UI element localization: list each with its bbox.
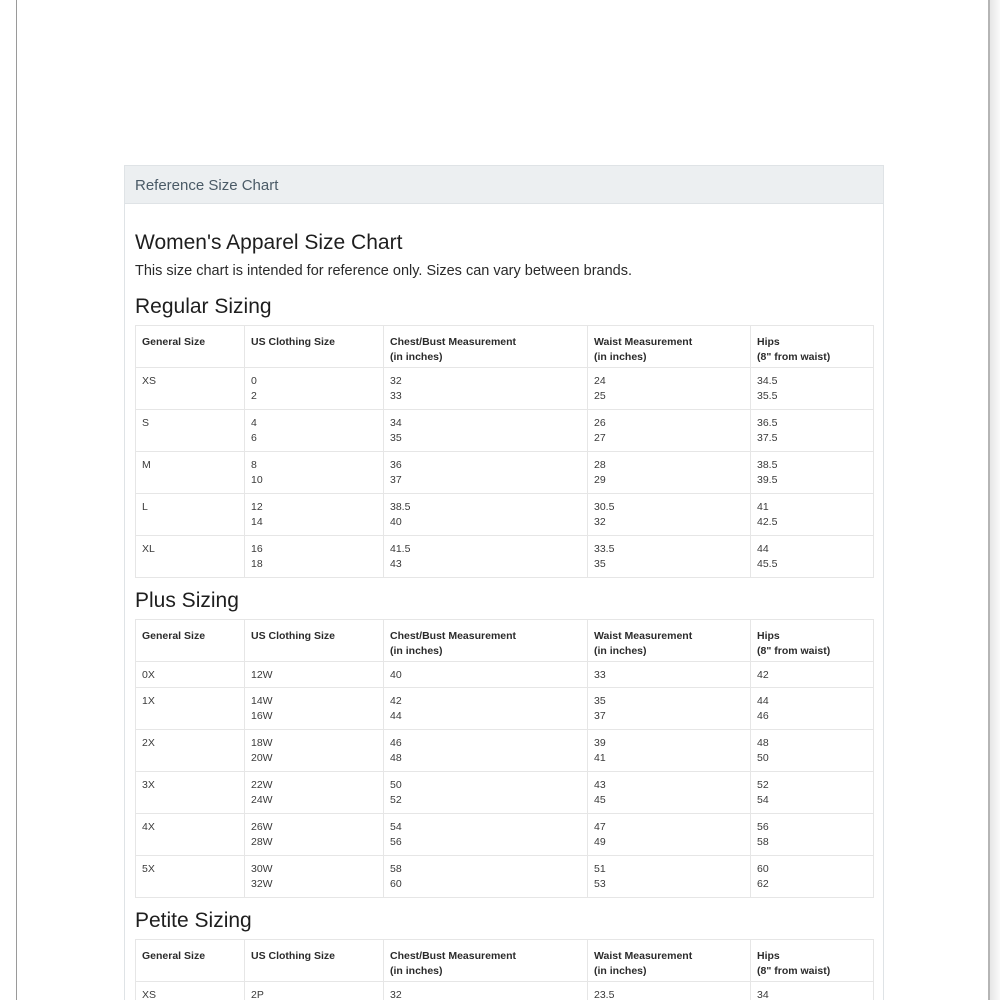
cell-waist — [588, 410, 751, 452]
section-title: Petite Sizing — [135, 909, 252, 932]
column-header-us-clothing-size — [245, 940, 384, 982]
header-text: (in inches) — [390, 351, 443, 363]
cell-value: 43 — [390, 558, 402, 570]
cell-hips — [751, 410, 874, 452]
header-text: (in inches) — [594, 645, 647, 657]
cell-value: 37 — [594, 710, 606, 722]
cell-general-size — [136, 494, 245, 536]
cell-value: 35 — [594, 695, 606, 707]
cell-value: 44 — [757, 695, 769, 707]
cell-value: 50 — [390, 779, 402, 791]
column-header-us-clothing-size — [245, 620, 384, 662]
cell-value: 50 — [757, 752, 769, 764]
cell-value: 6 — [251, 432, 257, 444]
cell-waist — [588, 730, 751, 772]
cell-chest-bust — [384, 856, 588, 898]
cell-hips — [751, 856, 874, 898]
cell-value: 37.5 — [757, 432, 778, 444]
header-text: General Size — [142, 336, 206, 348]
header-text: (in inches) — [594, 351, 647, 363]
page-shadow — [990, 0, 1000, 1000]
header-text: General Size — [142, 630, 206, 642]
cell-value: 0X — [142, 669, 155, 681]
cell-value: 0 — [251, 375, 257, 387]
table-row — [136, 856, 874, 898]
cell-hips — [751, 688, 874, 730]
cell-value: 29 — [594, 474, 606, 486]
cell-us-clothing-size — [245, 494, 384, 536]
cell-value: 44 — [390, 710, 402, 722]
header-text: Waist Measurement — [594, 336, 693, 348]
header-text: US Clothing Size — [251, 336, 335, 348]
size-sections — [135, 294, 873, 1000]
cell-chest-bust — [384, 772, 588, 814]
cell-value: 26W — [251, 821, 273, 833]
cell-value: 2P — [251, 989, 264, 1000]
cell-general-size — [136, 730, 245, 772]
cell-value: XS — [142, 375, 157, 387]
cell-value: 46 — [390, 737, 402, 749]
cell-value: 32W — [251, 878, 273, 890]
column-header-general-size — [136, 940, 245, 982]
table-row — [136, 536, 874, 578]
cell-us-clothing-size — [245, 982, 384, 1000]
cell-value: 48 — [390, 752, 402, 764]
cell-value: 60 — [390, 878, 402, 890]
cell-value: 18W — [251, 737, 273, 749]
cell-value: 16 — [251, 543, 263, 555]
cell-general-size — [136, 368, 245, 410]
header-text: Waist Measurement — [594, 950, 693, 962]
size-table — [135, 939, 874, 1000]
cell-hips — [751, 662, 874, 688]
cell-general-size — [136, 814, 245, 856]
column-header-hips — [751, 620, 874, 662]
header-text: US Clothing Size — [251, 950, 335, 962]
cell-value: 27 — [594, 432, 606, 444]
column-header-waist — [588, 326, 751, 368]
cell-value: 40 — [390, 669, 402, 681]
cell-value: 41 — [757, 501, 769, 513]
size-table — [135, 325, 874, 578]
header-text: US Clothing Size — [251, 630, 335, 642]
header-text: (8" from waist) — [757, 965, 831, 977]
table-header-row — [136, 326, 874, 368]
column-header-hips — [751, 326, 874, 368]
cell-value: 1X — [142, 695, 155, 707]
cell-chest-bust — [384, 814, 588, 856]
cell-waist — [588, 494, 751, 536]
cell-value: 60 — [757, 863, 769, 875]
cell-value: 53 — [594, 878, 606, 890]
table-row — [136, 772, 874, 814]
cell-value: 3X — [142, 779, 155, 791]
cell-hips — [751, 452, 874, 494]
cell-value: 58 — [390, 863, 402, 875]
cell-value: 45.5 — [757, 558, 778, 570]
cell-waist — [588, 662, 751, 688]
cell-value: 18 — [251, 558, 263, 570]
cell-value: 42 — [390, 695, 402, 707]
table-row — [136, 452, 874, 494]
column-header-chest-bust — [384, 940, 588, 982]
cell-chest-bust — [384, 368, 588, 410]
header-text: (in inches) — [390, 965, 443, 977]
cell-value: 36.5 — [757, 417, 778, 429]
cell-general-size — [136, 662, 245, 688]
cell-value: 25 — [594, 390, 606, 402]
cell-value: 62 — [757, 878, 769, 890]
cell-us-clothing-size — [245, 662, 384, 688]
column-header-general-size — [136, 326, 245, 368]
cell-value: 52 — [390, 794, 402, 806]
cell-hips — [751, 814, 874, 856]
cell-value: 52 — [757, 779, 769, 791]
table-header-row — [136, 620, 874, 662]
header-text: (in inches) — [390, 645, 443, 657]
column-header-waist — [588, 940, 751, 982]
header-text: Chest/Bust Measurement — [390, 950, 517, 962]
cell-hips — [751, 982, 874, 1000]
table-row — [136, 982, 874, 1000]
header-text: (8" from waist) — [757, 351, 831, 363]
cell-value: 24W — [251, 794, 273, 806]
page-edge-left — [16, 0, 17, 1000]
header-text: Hips — [757, 630, 780, 642]
cell-value: 12 — [251, 501, 263, 513]
column-header-waist — [588, 620, 751, 662]
cell-value: 37 — [390, 474, 402, 486]
cell-value: 54 — [757, 794, 769, 806]
header-text: Hips — [757, 336, 780, 348]
cell-value: 40 — [390, 516, 402, 528]
cell-value: 14 — [251, 516, 263, 528]
cell-value: 34 — [390, 417, 402, 429]
cell-value: 56 — [390, 836, 402, 848]
cell-chest-bust — [384, 730, 588, 772]
cell-waist — [588, 814, 751, 856]
cell-value: 42 — [757, 669, 769, 681]
cell-us-clothing-size — [245, 452, 384, 494]
cell-value: 35.5 — [757, 390, 778, 402]
section-title: Regular Sizing — [135, 295, 272, 318]
cell-value: 39 — [594, 737, 606, 749]
cell-value: 33 — [594, 669, 606, 681]
cell-value: 32 — [594, 516, 606, 528]
cell-value: 38.5 — [390, 501, 411, 513]
table-row — [136, 368, 874, 410]
cell-chest-bust — [384, 688, 588, 730]
cell-us-clothing-size — [245, 856, 384, 898]
cell-value: M — [142, 459, 151, 471]
cell-value: 45 — [594, 794, 606, 806]
cell-waist — [588, 368, 751, 410]
panel-body — [125, 204, 883, 1000]
cell-us-clothing-size — [245, 688, 384, 730]
cell-value: 33.5 — [594, 543, 615, 555]
cell-value: 54 — [390, 821, 402, 833]
cell-value: 5X — [142, 863, 155, 875]
cell-value: 28W — [251, 836, 273, 848]
header-text: Waist Measurement — [594, 630, 693, 642]
cell-value: 28 — [594, 459, 606, 471]
cell-us-clothing-size — [245, 772, 384, 814]
cell-value: 30W — [251, 863, 273, 875]
cell-waist — [588, 772, 751, 814]
cell-value: 32 — [390, 989, 402, 1000]
table-header-row — [136, 940, 874, 982]
cell-value: 35 — [390, 432, 402, 444]
header-text: Hips — [757, 950, 780, 962]
cell-chest-bust — [384, 494, 588, 536]
cell-value: 2 — [251, 390, 257, 402]
cell-hips — [751, 536, 874, 578]
cell-waist — [588, 688, 751, 730]
cell-value: 43 — [594, 779, 606, 791]
cell-value: 39.5 — [757, 474, 778, 486]
table-row — [136, 730, 874, 772]
cell-general-size — [136, 452, 245, 494]
cell-value: 48 — [757, 737, 769, 749]
cell-value: 12W — [251, 669, 273, 681]
size-table — [135, 619, 874, 898]
cell-value: 56 — [757, 821, 769, 833]
cell-value: 2X — [142, 737, 155, 749]
cell-waist — [588, 452, 751, 494]
document-title: Women's Apparel Size Chart — [135, 231, 403, 254]
cell-us-clothing-size — [245, 410, 384, 452]
cell-value: 36 — [390, 459, 402, 471]
table-row — [136, 662, 874, 688]
cell-waist — [588, 982, 751, 1000]
cell-hips — [751, 730, 874, 772]
cell-chest-bust — [384, 982, 588, 1000]
cell-general-size — [136, 688, 245, 730]
cell-value: 26 — [594, 417, 606, 429]
cell-value: 41 — [594, 752, 606, 764]
cell-value: 47 — [594, 821, 606, 833]
cell-value: 44 — [757, 543, 769, 555]
cell-value: 35 — [594, 558, 606, 570]
cell-general-size — [136, 410, 245, 452]
cell-value: 58 — [757, 836, 769, 848]
cell-value: 23.5 — [594, 989, 615, 1000]
cell-value: 14W — [251, 695, 273, 707]
cell-value: 10 — [251, 474, 263, 486]
size-chart-panel — [124, 165, 884, 1000]
cell-waist — [588, 536, 751, 578]
cell-value: 4 — [251, 417, 257, 429]
document-subtitle: This size chart is intended for reference only. Sizes can vary between brands. — [135, 263, 633, 279]
cell-value: 41.5 — [390, 543, 411, 555]
cell-value: 38.5 — [757, 459, 778, 471]
cell-value: L — [142, 501, 148, 513]
cell-value: 34.5 — [757, 375, 778, 387]
cell-value: 20W — [251, 752, 273, 764]
cell-value: XS — [142, 989, 157, 1000]
column-header-general-size — [136, 620, 245, 662]
column-header-chest-bust — [384, 620, 588, 662]
cell-general-size — [136, 536, 245, 578]
cell-value: XL — [142, 543, 155, 555]
cell-value: 22W — [251, 779, 273, 791]
cell-chest-bust — [384, 536, 588, 578]
cell-value: 30.5 — [594, 501, 615, 513]
cell-us-clothing-size — [245, 368, 384, 410]
cell-value: 49 — [594, 836, 606, 848]
cell-hips — [751, 368, 874, 410]
column-header-hips — [751, 940, 874, 982]
cell-value: S — [142, 417, 150, 429]
header-text: Chest/Bust Measurement — [390, 630, 517, 642]
table-row — [136, 410, 874, 452]
header-text: (8" from waist) — [757, 645, 831, 657]
cell-value: 8 — [251, 459, 257, 471]
cell-us-clothing-size — [245, 730, 384, 772]
header-text: Chest/Bust Measurement — [390, 336, 517, 348]
cell-general-size — [136, 772, 245, 814]
table-row — [136, 688, 874, 730]
column-header-us-clothing-size — [245, 326, 384, 368]
cell-chest-bust — [384, 410, 588, 452]
header-text: (in inches) — [594, 965, 647, 977]
cell-general-size — [136, 982, 245, 1000]
cell-value: 4X — [142, 821, 155, 833]
cell-value: 46 — [757, 710, 769, 722]
cell-value: 51 — [594, 863, 606, 875]
cell-us-clothing-size — [245, 814, 384, 856]
cell-value: 24 — [594, 375, 606, 387]
cell-general-size — [136, 856, 245, 898]
cell-value: 42.5 — [757, 516, 778, 528]
cell-hips — [751, 772, 874, 814]
cell-waist — [588, 856, 751, 898]
cell-chest-bust — [384, 662, 588, 688]
cell-value: 33 — [390, 390, 402, 402]
column-header-chest-bust — [384, 326, 588, 368]
cell-us-clothing-size — [245, 536, 384, 578]
section-title: Plus Sizing — [135, 589, 239, 612]
cell-value: 34 — [757, 989, 769, 1000]
panel-header: Reference Size Chart — [125, 166, 883, 204]
table-row — [136, 494, 874, 536]
cell-value: 32 — [390, 375, 402, 387]
table-row — [136, 814, 874, 856]
header-text: General Size — [142, 950, 206, 962]
cell-chest-bust — [384, 452, 588, 494]
cell-value: 16W — [251, 710, 273, 722]
cell-hips — [751, 494, 874, 536]
